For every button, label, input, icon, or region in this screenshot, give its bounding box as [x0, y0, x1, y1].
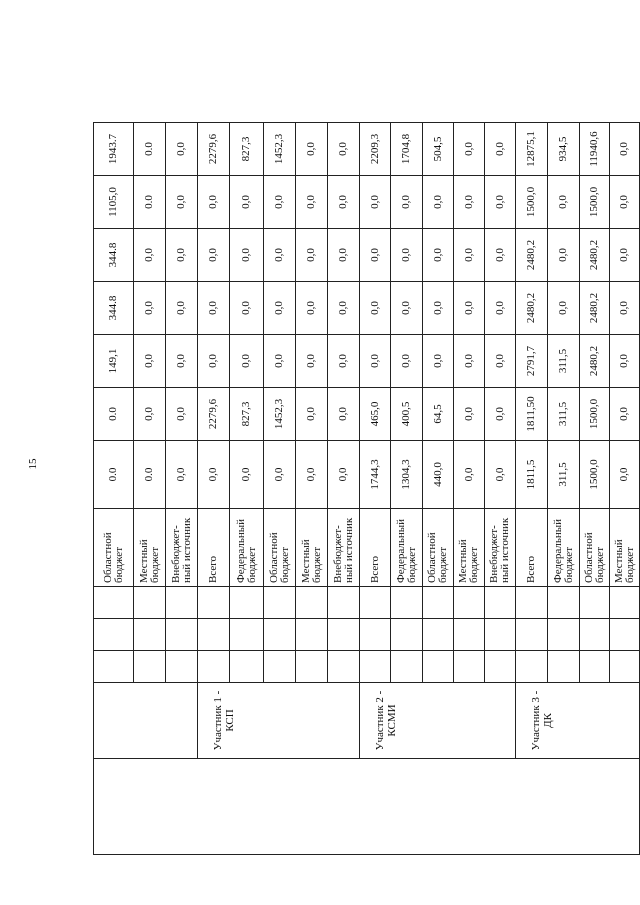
- value-cell: 311,5: [548, 441, 580, 509]
- empty-cell: [94, 587, 134, 619]
- empty-cell: [423, 651, 454, 683]
- value-cell: 0,0: [328, 441, 360, 509]
- value-cell: 0.0: [94, 441, 134, 509]
- value-cell: 0,0: [391, 176, 423, 229]
- value-cell: 0,0: [548, 176, 580, 229]
- value-cell: 1500,0: [580, 441, 610, 509]
- empty-cell: [134, 587, 166, 619]
- value-cell: 0,0: [296, 388, 328, 441]
- value-cell: 0,0: [454, 335, 485, 388]
- value-cell: 0,0: [166, 441, 198, 509]
- budget-table: [93, 64, 640, 855]
- total-value-cell: 1452,3: [264, 123, 296, 176]
- table-row: [198, 65, 230, 855]
- value-cell: 0,0: [391, 282, 423, 335]
- total-value-cell: 0,0: [328, 123, 360, 176]
- empty-cell: [454, 587, 485, 619]
- empty-cell: [548, 587, 580, 619]
- value-cell: 440,0: [423, 441, 454, 509]
- funding-source-cell: Всего: [360, 509, 391, 587]
- empty-cell: [454, 651, 485, 683]
- participant-cell: [94, 683, 198, 759]
- empty-cell: [485, 619, 516, 651]
- value-cell: 0.0: [134, 176, 166, 229]
- value-cell: 0,0: [166, 176, 198, 229]
- value-cell: 827,3: [230, 388, 264, 441]
- value-cell: 0,0: [454, 441, 485, 509]
- value-cell: 0,0: [485, 335, 516, 388]
- funding-source-cell: Местный бюджет: [454, 509, 485, 587]
- value-cell: 0,0: [485, 282, 516, 335]
- value-cell: 0,0: [423, 282, 454, 335]
- total-value-cell: 2279,6: [198, 123, 230, 176]
- value-cell: 0,0: [230, 176, 264, 229]
- funding-source-cell: Местный бюджет: [134, 509, 166, 587]
- total-value-cell: 2209,3: [360, 123, 391, 176]
- value-cell: 0,0: [610, 176, 640, 229]
- value-cell: 0,0: [454, 176, 485, 229]
- empty-cell: [296, 619, 328, 651]
- value-cell: 0,0: [328, 229, 360, 282]
- value-cell: 2480,2: [516, 229, 548, 282]
- participant-cell: Участник 3 - ДК: [516, 683, 640, 759]
- empty-cell: [230, 651, 264, 683]
- value-cell: 0,0: [264, 176, 296, 229]
- value-cell: 0,0: [360, 335, 391, 388]
- value-cell: 1500,0: [580, 176, 610, 229]
- total-value-cell: 934,5: [548, 123, 580, 176]
- funding-source-cell: Федеральный бюджет: [391, 509, 423, 587]
- funding-source-cell: Местный бюджет: [296, 509, 328, 587]
- value-cell: 1811,5: [516, 441, 548, 509]
- value-cell: 0,0: [454, 388, 485, 441]
- funding-source-cell: Местный бюджет: [610, 509, 640, 587]
- empty-cell: [134, 651, 166, 683]
- value-cell: 0,0: [134, 282, 166, 335]
- rotated-table-wrapper: [93, 65, 636, 855]
- value-cell: 0,0: [296, 282, 328, 335]
- value-cell: 0,0: [230, 335, 264, 388]
- funding-source-cell: Всего: [198, 509, 230, 587]
- total-value-cell: 11940,6: [580, 123, 610, 176]
- value-cell: 1304,3: [391, 441, 423, 509]
- empty-cell: [134, 619, 166, 651]
- value-cell: 1500,0: [580, 388, 610, 441]
- value-cell: 0,0: [198, 282, 230, 335]
- total-value-cell: 0,0: [296, 123, 328, 176]
- total-value-cell: 1943.7: [94, 123, 134, 176]
- value-cell: 0,0: [548, 229, 580, 282]
- funding-source-cell: Областной бюджет: [423, 509, 454, 587]
- value-cell: 2480,2: [580, 282, 610, 335]
- value-cell: 0,0: [360, 176, 391, 229]
- value-cell: 0,0: [296, 335, 328, 388]
- value-cell: 0,0: [610, 441, 640, 509]
- value-cell: 2480,2: [516, 282, 548, 335]
- empty-cell: [516, 619, 548, 651]
- value-cell: 0,0: [548, 282, 580, 335]
- value-cell: 2480,2: [580, 229, 610, 282]
- value-cell: 0,0: [391, 335, 423, 388]
- empty-cell: [328, 619, 360, 651]
- value-cell: 0,0: [264, 335, 296, 388]
- value-cell: 465,0: [360, 388, 391, 441]
- value-cell: 0,0: [198, 335, 230, 388]
- value-cell: 0,0: [296, 176, 328, 229]
- empty-column-cell: [94, 759, 640, 855]
- total-value-cell: 827,3: [230, 123, 264, 176]
- value-cell: 0,0: [230, 282, 264, 335]
- empty-cell: [94, 619, 134, 651]
- value-cell: 0.0: [94, 388, 134, 441]
- value-cell: 311,5: [548, 388, 580, 441]
- empty-cell: [454, 619, 485, 651]
- empty-cell: [94, 651, 134, 683]
- empty-cell: [198, 619, 230, 651]
- empty-cell: [328, 651, 360, 683]
- value-cell: 0,0: [423, 229, 454, 282]
- value-cell: 0,0: [423, 335, 454, 388]
- empty-cell: [580, 587, 610, 619]
- value-cell: 0,0: [264, 441, 296, 509]
- funding-source-cell: Областной бюджет: [94, 509, 134, 587]
- value-cell: 400,5: [391, 388, 423, 441]
- value-cell: 0,0: [166, 229, 198, 282]
- value-cell: 0,0: [610, 388, 640, 441]
- empty-cell: [166, 619, 198, 651]
- value-cell: 1811,50: [516, 388, 548, 441]
- empty-cell: [230, 587, 264, 619]
- total-value-cell: 12875,1: [516, 123, 548, 176]
- total-value-cell: 0.0: [134, 123, 166, 176]
- funding-source-cell: Внебюджет-ный источник: [328, 509, 360, 587]
- value-cell: 0,0: [328, 388, 360, 441]
- total-value-cell: 0,0: [610, 123, 640, 176]
- value-cell: 2791,7: [516, 335, 548, 388]
- empty-cell: [423, 587, 454, 619]
- empty-cell: [610, 619, 640, 651]
- funding-source-cell: Внебюджет-ный источник: [166, 509, 198, 587]
- total-value-cell: 1704,8: [391, 123, 423, 176]
- value-cell: 0,0: [485, 176, 516, 229]
- empty-cell: [166, 587, 198, 619]
- value-cell: 311,5: [548, 335, 580, 388]
- total-value-cell: 0,0: [485, 123, 516, 176]
- value-cell: 0,0: [360, 282, 391, 335]
- empty-cell: [580, 651, 610, 683]
- table-row: [94, 65, 134, 855]
- value-cell: 0,0: [328, 335, 360, 388]
- empty-cell: [610, 651, 640, 683]
- funding-source-cell: Областной бюджет: [264, 509, 296, 587]
- value-cell: 1744,3: [360, 441, 391, 509]
- value-cell: 0,0: [485, 388, 516, 441]
- empty-cell: [391, 651, 423, 683]
- empty-cell: [610, 587, 640, 619]
- funding-source-cell: Областной бюджет: [580, 509, 610, 587]
- value-cell: 0,0: [485, 441, 516, 509]
- empty-cell: [516, 651, 548, 683]
- funding-source-cell: Всего: [516, 509, 548, 587]
- empty-cell: [391, 619, 423, 651]
- total-value-cell: 0,0: [166, 123, 198, 176]
- value-cell: 0,0: [264, 229, 296, 282]
- empty-cell: [548, 651, 580, 683]
- value-cell: 0,0: [454, 282, 485, 335]
- empty-cell: [516, 587, 548, 619]
- empty-cell: [360, 587, 391, 619]
- empty-cell: [328, 587, 360, 619]
- funding-source-cell: Федеральный бюджет: [548, 509, 580, 587]
- value-cell: 1500,0: [516, 176, 548, 229]
- value-cell: 0,0: [610, 282, 640, 335]
- value-cell: 0,0: [328, 282, 360, 335]
- value-cell: 0,0: [166, 282, 198, 335]
- value-cell: 0.0: [134, 441, 166, 509]
- empty-cell: [580, 619, 610, 651]
- empty-cell: [166, 651, 198, 683]
- value-cell: 1452,3: [264, 388, 296, 441]
- empty-cell: [485, 587, 516, 619]
- value-cell: 0,0: [328, 176, 360, 229]
- participant-cell: Участник 1 - КСП: [198, 683, 360, 759]
- page-number: 15: [27, 458, 39, 470]
- empty-cell: [264, 587, 296, 619]
- empty-cell: [391, 587, 423, 619]
- empty-cell: [423, 619, 454, 651]
- value-cell: 0,0: [134, 229, 166, 282]
- value-cell: 0,0: [423, 176, 454, 229]
- empty-cell: [360, 651, 391, 683]
- total-value-cell: 504,5: [423, 123, 454, 176]
- funding-source-cell: Федеральный бюджет: [230, 509, 264, 587]
- value-cell: 0,0: [198, 229, 230, 282]
- empty-cell: [360, 619, 391, 651]
- empty-cell: [198, 651, 230, 683]
- value-cell: 0,0: [454, 229, 485, 282]
- value-cell: 0,0: [198, 441, 230, 509]
- table-body: [94, 65, 640, 855]
- value-cell: 0,0: [166, 335, 198, 388]
- empty-cell: [296, 587, 328, 619]
- participant-cell: Участник 2 - КСМИ: [360, 683, 516, 759]
- table-row: [360, 65, 391, 855]
- value-cell: 0,0: [264, 282, 296, 335]
- value-cell: 0,0: [198, 176, 230, 229]
- total-value-cell: 0,0: [454, 123, 485, 176]
- empty-cell: [485, 651, 516, 683]
- value-cell: 0,0: [610, 229, 640, 282]
- value-cell: 0,0: [296, 441, 328, 509]
- value-cell: 0,0: [134, 335, 166, 388]
- funding-source-cell: Внебюджет-ный источник: [485, 509, 516, 587]
- empty-cell: [230, 619, 264, 651]
- table-row: [516, 65, 548, 855]
- value-cell: 0,0: [610, 335, 640, 388]
- value-cell: 0,0: [230, 229, 264, 282]
- value-cell: 2480,2: [580, 335, 610, 388]
- value-cell: 0,0: [296, 229, 328, 282]
- value-cell: 0,0: [360, 229, 391, 282]
- value-cell: 149,1: [94, 335, 134, 388]
- empty-cell: [548, 619, 580, 651]
- value-cell: 1105,0: [94, 176, 134, 229]
- value-cell: 0,0: [230, 441, 264, 509]
- value-cell: 0,0: [391, 229, 423, 282]
- empty-cell: [264, 651, 296, 683]
- value-cell: 344.8: [94, 282, 134, 335]
- empty-cell: [198, 587, 230, 619]
- value-cell: 2279,6: [198, 388, 230, 441]
- value-cell: 0,0: [134, 388, 166, 441]
- value-cell: 64,5: [423, 388, 454, 441]
- value-cell: 0,0: [485, 229, 516, 282]
- empty-cell: [264, 619, 296, 651]
- value-cell: 0,0: [166, 388, 198, 441]
- value-cell: 344.8: [94, 229, 134, 282]
- empty-cell: [296, 651, 328, 683]
